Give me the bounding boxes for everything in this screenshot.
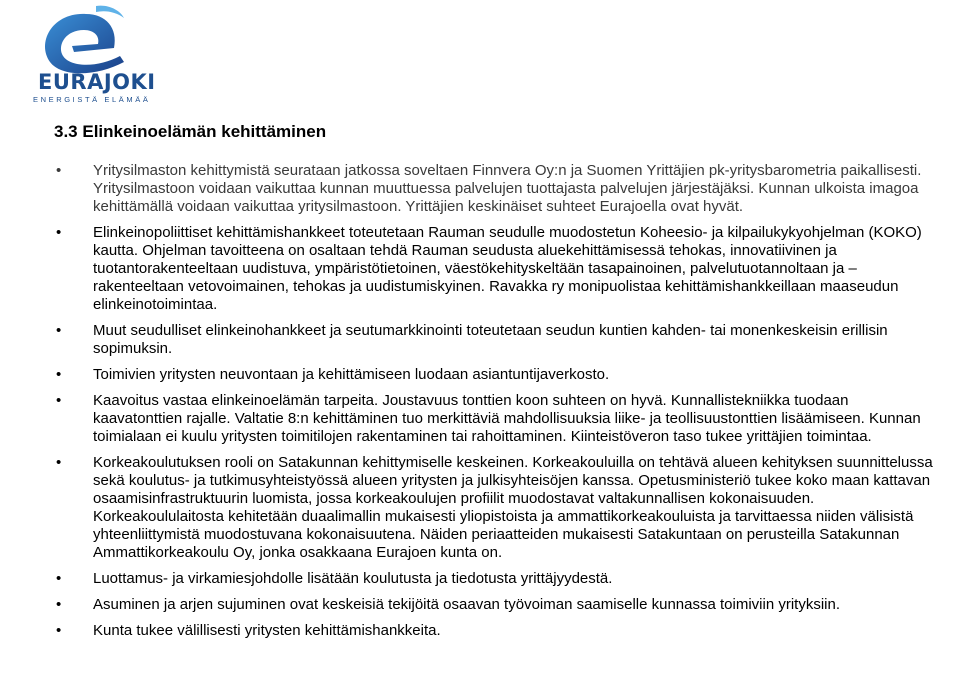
logo-brand: EURAJOKI (38, 70, 156, 94)
section-heading: 3.3 Elinkeinoelämän kehittäminen (54, 122, 327, 141)
list-item: • Korkeakoulutuksen rooli on Satakunnan kehittymiselle keskeinen. Korkeakouluilla on tehtävä alueen kehityksen suunnittelussa sekä koulutus- ja tutkimusyhteistyössä alueen yritysten ja julkisyhteisöjen kanssa. Opetusministeriö tukee koko maan kattavan osaamisinfrastruktuurin luomista, jossa korkeakoulujen profiilit muodostavat valtakunnallisen kokonaisuuden. Korkeakoululaitosta kehitetään duaalimallin mukaisesti yliopistoista ja ammattikorkeakouluista ja tarvittaessa niiden välisistä yhteenliittymistä muodostuvana kokonaisuutena. Näiden periaatteiden mukaisesti Satakuntaan on perusteilla Satakunnan Ammattikorkeakoulu Oy, jonka osakkaana Eurajoen kunta on. (56, 454, 941, 562)
list-item: • Elinkeinopoliittiset kehittämishankkeet toteutetaan Rauman seudulle muodostetun Koheesio- ja kilpailukykyohjelman (KOKO) kautta. Ohjelman tavoitteena on osaltaan tehdä Rauman seudusta aluekehittämisessä tehokas, innovatiivinen ja tuotantorakenteeltaan uudistuva, ympäristötietoinen, väestökehityskeltään tasapainoinen, palvelutuotannoltaan ja –rakenteeltaan vetovoimainen, tehokas ja uudistumiskyinen. Ravakka ry monipuolistaa kehittämishankkeillaan maaseudun elinkeinotoimintaa. (56, 224, 941, 314)
list-item: • Luottamus- ja virkamiesjohdolle lisätään koulutusta ja tiedotusta yrittäjyydestä. (56, 570, 941, 588)
list-item: • Yritysilmaston kehittymistä seurataan jatkossa soveltaen Finnvera Oy:n ja Suomen Yrittäjien pk-yritysbarometria paikallisesti. Yritysilmastoon voidaan vaikuttaa kunnan muuttuessa palvelujen tuottajasta palvelujen järjestäjäksi. Kunnan ulkoista imagoa kehittämällä voidaan vaikuttaa yritysilmastoon. Yrittäjien keskinäiset suhteet Eurajoella ovat hyvät. (56, 162, 941, 216)
list-item: • Toimivien yritysten neuvontaan ja kehittämiseen luodaan asiantuntijaverkosto. (56, 366, 941, 384)
list-item: • Kaavoitus vastaa elinkeinoelämän tarpeita. Joustavuus tonttien koon suhteen on hyvä. Kunnallistekniikka tuodaan kaavatonttien rajalle. Valtatie 8:n kehittäminen tuo merkittäviä mahdollisuuksia liike- ja teollisuustonttien lisäämiseen. Kunnan toimialaan ei kuulu yritysten toimitilojen rakentaminen tai rahoittaminen. Kiinteistöveron taso tukee yrittäjien toimintaa. (56, 392, 941, 446)
list-item: • Asuminen ja arjen sujuminen ovat keskeisiä tekijöitä osaavan työvoiman saamiselle kunnassa toimiviin yrityksiin. (56, 596, 941, 614)
logo-tagline: ENERGISTÄ ELÄMÄÄ (33, 95, 151, 104)
list-item: • Muut seudulliset elinkeinohankkeet ja seutumarkkinointi toteutetaan seudun kuntien kahden- tai monenkeskeisin erillisin sopimuksin. (56, 322, 941, 358)
bullet-list (56, 162, 941, 648)
list-item: • Kunta tukee välillisesti yritysten kehittämishankkeita. (56, 622, 941, 640)
